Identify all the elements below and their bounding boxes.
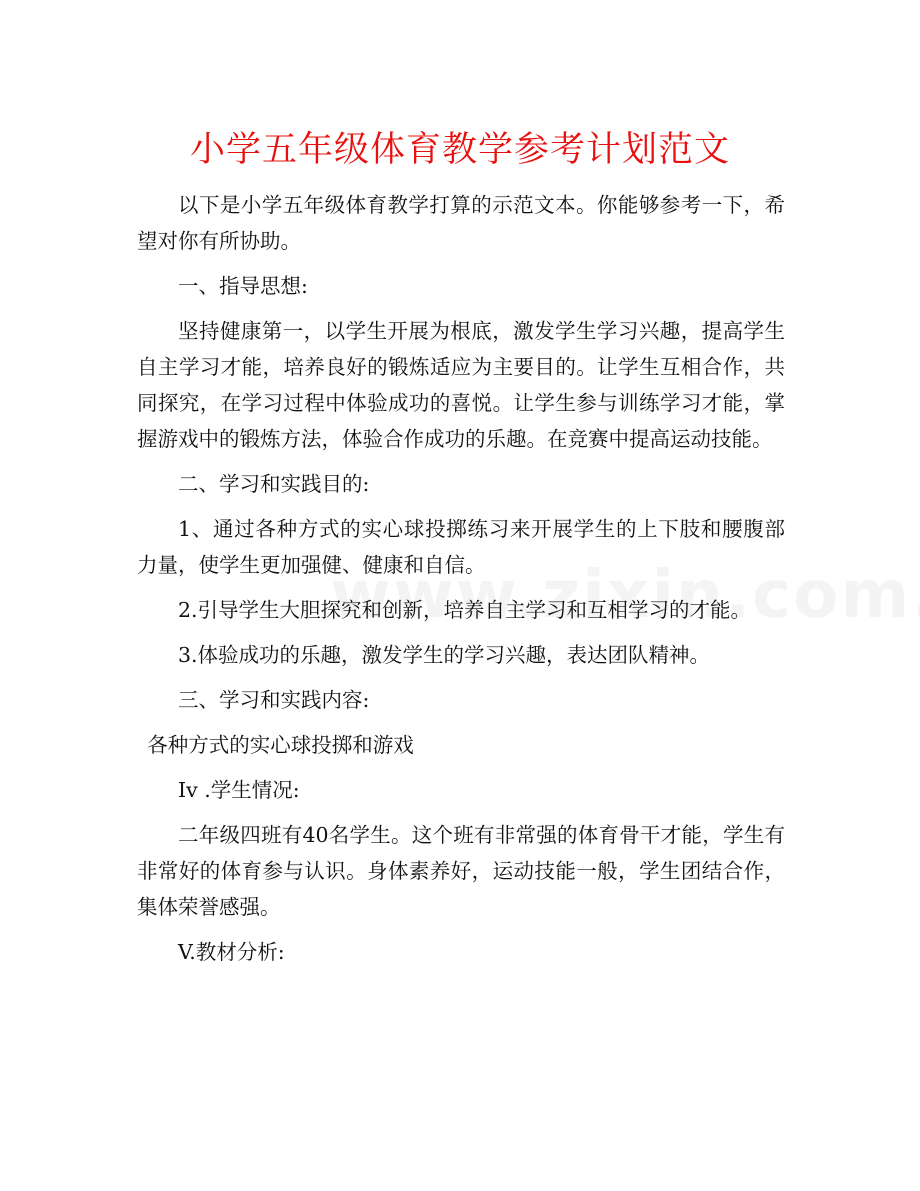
section-heading-students: Iv .学生情况:	[178, 778, 300, 802]
section-heading-material-analysis: V.教材分析:	[178, 940, 285, 964]
goal-item-1: 1、通过各种方式的实心球投掷练习来开展学生的上下肢和腰腹部力量，使学生更加强健、健康和自信。	[137, 517, 785, 577]
goal-item-2: 2.引导学生大胆探究和创新，培养自主学习和互相学习的才能。	[178, 598, 752, 622]
students-paragraph: 二年级四班有40名学生。这个班有非常强的体育骨干才能，学生有非常好的体育参与认识。身体素养好，运动技能一般，学生团结合作，集体荣誉感强。	[137, 823, 785, 919]
section-heading-content: 三、学习和实践内容:	[178, 688, 370, 712]
content-paragraph: 各种方式的实心球投掷和游戏	[147, 733, 414, 757]
goal-item-3: 3.体验成功的乐趣，激发学生的学习兴趣，表达团队精神。	[178, 643, 711, 667]
intro-paragraph: 以下是小学五年级体育教学打算的示范文本。你能够参考一下，希望对你有所协助。	[137, 193, 785, 253]
guiding-thought-paragraph: 坚持健康第一，以学生开展为根底，激发学生学习兴趣，提高学生自主学习才能，培养良好的锻炼适应为主要目的。让学生互相合作，共同探究，在学习过程中体验成功的喜悦。让学生参与训练学习才能，掌握游戏中的锻炼方法，体验合作成功的乐趣。在竞赛中提高运动技能。	[137, 319, 785, 451]
document-title: 小学五年级体育教学参考计划范文	[189, 130, 730, 170]
section-heading-goals: 二、学习和实践目的:	[178, 472, 370, 496]
document-body	[137, 187, 785, 979]
section-heading-guiding-thought: 一、指导思想:	[178, 274, 308, 298]
